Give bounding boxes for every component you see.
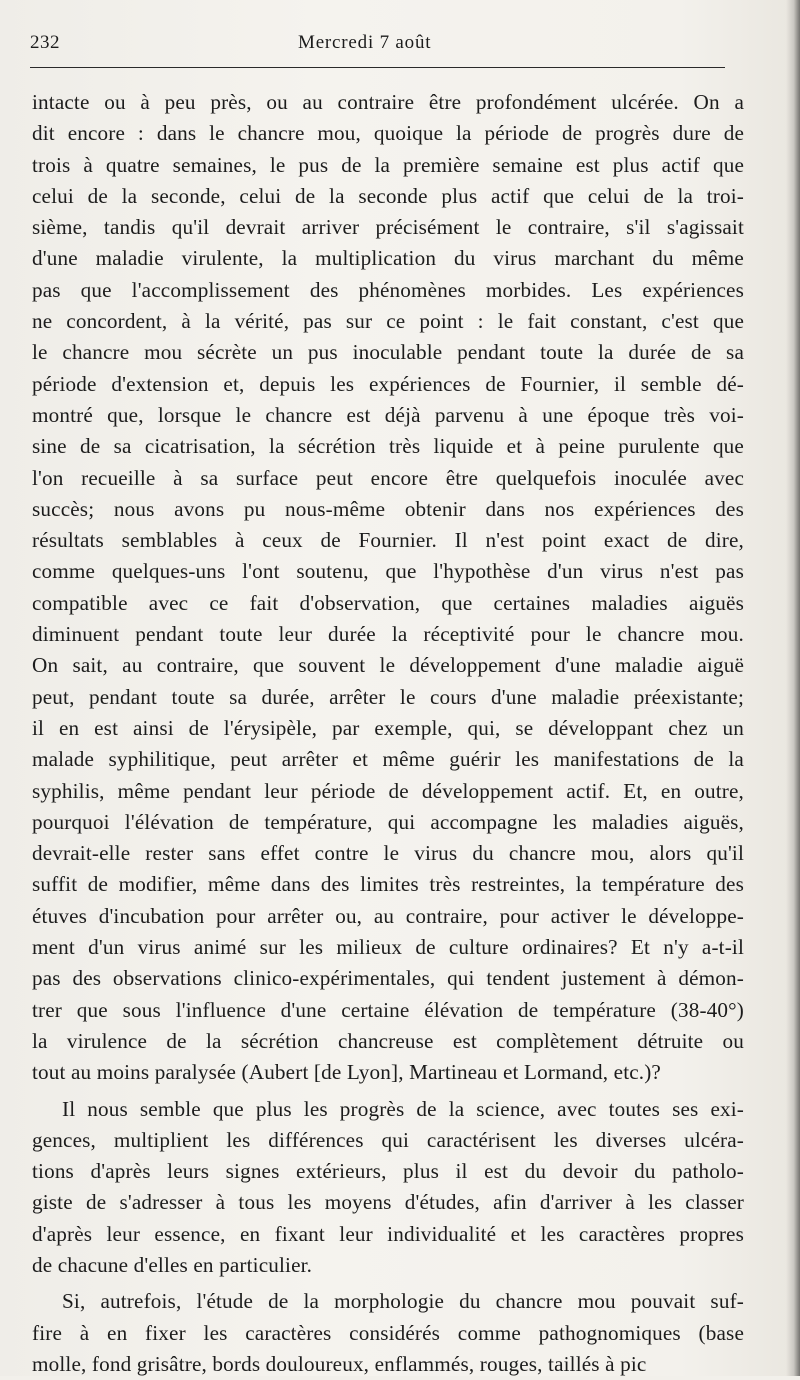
text-line: intacte ou à peu près, ou au contraire être profondément ulcérée. On a	[32, 90, 744, 114]
text-line: d'après leur essence, en fixant leur individualité et les caractères propres	[32, 1221, 744, 1246]
page-header	[30, 30, 725, 60]
text-line: syphilis, même pendant leur période de développement actif. Et, en outre,	[32, 778, 744, 803]
text-line: d'une maladie virulente, la multiplication du virus marchant du même	[32, 246, 744, 271]
text-line: celui de la seconde, celui de la seconde plus actif que celui de la troi-	[32, 183, 744, 208]
text-line: de chacune d'elles en particulier.	[32, 1252, 313, 1277]
text-line: gences, multiplient les différences qui caractérisent les diverses ulcéra-	[32, 1127, 744, 1152]
text-line: période d'extension et, depuis les expériences de Fournier, il semble dé-	[32, 371, 744, 396]
text-line: résultats semblables à ceux de Fournier. Il n'est point exact de dire,	[32, 528, 744, 553]
body-text	[32, 87, 744, 1380]
text-line: comme quelques-uns l'ont soutenu, que l'hypothèse d'un virus n'est pas	[32, 559, 744, 584]
text-line: molle, fond grisâtre, bords douloureux, enflammés, rouges, taillés à pic	[32, 1351, 647, 1376]
text-line: peut, pendant toute sa durée, arrêter le cours d'une maladie préexistante;	[32, 684, 744, 709]
text-line: ne concordent, à la vérité, pas sur ce point : le fait constant, c'est que	[32, 309, 744, 334]
paragraph-3	[32, 1286, 744, 1380]
running-title: Mercredi 7 août	[298, 32, 432, 53]
text-line: pas des observations clinico-expérimentales, qui tendent justement à démon-	[32, 966, 744, 991]
text-line: On sait, au contraire, que souvent le développement d'une maladie aiguë	[32, 653, 744, 678]
text-line: pas que l'accomplissement des phénomènes morbides. Les expériences	[32, 277, 744, 302]
text-line: giste de s'adresser à tous les moyens d'études, afin d'arriver à les classer	[32, 1190, 744, 1215]
page-number: 232	[30, 32, 60, 53]
text-line: sième, tandis qu'il devrait arriver précisément le contraire, s'il s'agissait	[32, 215, 744, 240]
text-line: malade syphilitique, peut arrêter et même guérir les manifestations de la	[32, 747, 744, 772]
text-line: tout au moins paralysée (Aubert [de Lyon], Martineau et Lormand, etc.)?	[32, 1060, 661, 1085]
text-line: il en est ainsi de l'érysipèle, par exemple, qui, se développant chez un	[32, 715, 744, 740]
paragraph-2	[32, 1094, 744, 1282]
text-line: montré que, lorsque le chancre est déjà parvenu à une époque très voi-	[32, 402, 744, 427]
text-line: ment d'un virus animé sur les milieux de culture ordinaires? Et n'y a-t-il	[32, 935, 744, 960]
text-line: l'on recueille à sa surface peut encore être quelquefois inoculée avec	[32, 465, 744, 490]
text-line: diminuent pendant toute leur durée la réceptivité pour le chancre mou.	[32, 622, 744, 647]
text-line: trer que sous l'influence d'une certaine élévation de température (38-40°)	[32, 997, 744, 1022]
text-line: pourquoi l'élévation de température, qui accompagne les maladies aiguës,	[32, 809, 744, 834]
header-rule	[30, 67, 725, 68]
text-line: succès; nous avons pu nous-même obtenir dans nos expériences des	[32, 496, 744, 521]
text-line: tions d'après leurs signes extérieurs, plus il est du devoir du patholo-	[32, 1159, 744, 1184]
text-line: dit encore : dans le chancre mou, quoique la période de progrès dure de	[32, 121, 744, 146]
text-line: Il nous semble que plus les progrès de la science, avec toutes ses exi-	[62, 1096, 744, 1121]
text-line: Si, autrefois, l'étude de la morphologie du chancre mou pouvait suf-	[62, 1289, 744, 1314]
text-line: suffit de modifier, même dans des limites très restreintes, la température des	[32, 872, 744, 897]
text-line: étuves d'incubation pour arrêter ou, au contraire, pour activer le développe-	[32, 903, 744, 928]
text-line: devrait-elle rester sans effet contre le virus du chancre mou, alors qu'il	[32, 841, 744, 866]
text-line: trois à quatre semaines, le pus de la première semaine est plus actif que	[32, 152, 744, 177]
text-line: compatible avec ce fait d'observation, que certaines maladies aiguës	[32, 590, 744, 615]
page-edge-shadow	[786, 0, 800, 1376]
text-line: la virulence de la sécrétion chancreuse est complètement détruite ou	[32, 1028, 744, 1053]
text-line: fire à en fixer les caractères considérés comme pathognomiques (base	[32, 1320, 744, 1345]
text-line: le chancre mou sécrète un pus inoculable pendant toute la durée de sa	[32, 340, 744, 365]
text-line: sine de sa cicatrisation, la sécrétion très liquide et à peine purulente que	[32, 434, 744, 459]
paragraph-1	[32, 87, 744, 1089]
